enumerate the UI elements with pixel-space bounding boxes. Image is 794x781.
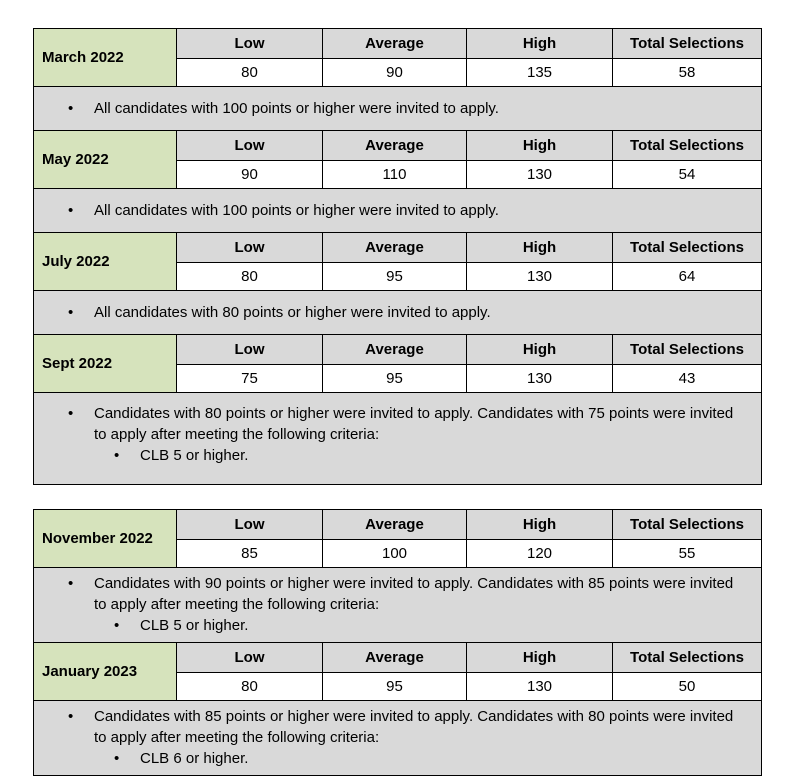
note-line (34, 573, 747, 615)
value-low: 85 (177, 540, 323, 568)
value-high: 120 (467, 540, 613, 568)
note-line (34, 302, 747, 323)
bullet-icon: • (114, 750, 120, 767)
section-sept-2022 (34, 335, 762, 485)
column-header-high: High (467, 335, 613, 365)
value-average: 95 (323, 673, 467, 701)
value-low: 80 (177, 59, 323, 87)
note-text: CLB 5 or higher. (140, 617, 249, 634)
value-low: 90 (177, 161, 323, 189)
note-text: CLB 6 or higher. (140, 750, 249, 767)
note-row (34, 87, 762, 131)
value-high: 130 (467, 263, 613, 291)
bullet-icon: • (114, 617, 120, 634)
value-high: 130 (467, 161, 613, 189)
column-header-average: Average (323, 510, 467, 540)
selections-table-1 (33, 28, 762, 485)
value-high: 135 (467, 59, 613, 87)
note-row (34, 701, 762, 776)
note-text: All candidates with 80 points or higher were invited to apply. (94, 304, 491, 321)
column-header-total-selections: Total Selections (613, 510, 762, 540)
column-header-high: High (467, 233, 613, 263)
note-text: Candidates with 85 points or higher were invited to apply. Candidates with 80 points were invited to apply after meeting the following criteria: (94, 708, 734, 746)
month-cell: November 2022 (34, 510, 177, 568)
value-total-selections: 55 (613, 540, 762, 568)
section-may-2022 (34, 131, 762, 233)
month-cell: July 2022 (34, 233, 177, 291)
month-cell: May 2022 (34, 131, 177, 189)
value-average: 90 (323, 59, 467, 87)
note-row (34, 393, 762, 485)
note-line (34, 403, 747, 445)
value-high: 130 (467, 673, 613, 701)
note-text: All candidates with 100 points or higher were invited to apply. (94, 202, 499, 219)
header-row (34, 29, 762, 59)
column-header-total-selections: Total Selections (613, 131, 762, 161)
selections-table-2 (33, 509, 762, 776)
column-header-total-selections: Total Selections (613, 233, 762, 263)
column-header-total-selections: Total Selections (613, 643, 762, 673)
note-row (34, 189, 762, 233)
header-row (34, 131, 762, 161)
column-header-average: Average (323, 643, 467, 673)
month-cell: March 2022 (34, 29, 177, 87)
bullet-icon: • (68, 405, 74, 422)
column-header-average: Average (323, 131, 467, 161)
note-line (34, 98, 747, 119)
value-high: 130 (467, 365, 613, 393)
section-november-2022 (34, 510, 762, 643)
column-header-total-selections: Total Selections (613, 335, 762, 365)
note-line (34, 200, 747, 221)
value-average: 110 (323, 161, 467, 189)
note-cell (34, 291, 762, 335)
month-cell: January 2023 (34, 643, 177, 701)
value-total-selections: 58 (613, 59, 762, 87)
value-low: 80 (177, 263, 323, 291)
note-text: CLB 5 or higher. (140, 447, 249, 464)
column-header-low: Low (177, 335, 323, 365)
note-text: Candidates with 80 points or higher were invited to apply. Candidates with 75 points were invited to apply after meeting the following criteria: (94, 405, 734, 443)
note-subline (34, 445, 747, 466)
value-total-selections: 64 (613, 263, 762, 291)
bullet-icon: • (68, 100, 74, 117)
note-cell (34, 568, 762, 643)
note-row (34, 291, 762, 335)
column-header-high: High (467, 643, 613, 673)
note-subline (34, 615, 747, 636)
bullet-icon: • (68, 575, 74, 592)
value-total-selections: 54 (613, 161, 762, 189)
value-average: 100 (323, 540, 467, 568)
note-text: All candidates with 100 points or higher were invited to apply. (94, 100, 499, 117)
column-header-average: Average (323, 29, 467, 59)
column-header-high: High (467, 131, 613, 161)
value-low: 75 (177, 365, 323, 393)
column-header-low: Low (177, 131, 323, 161)
column-header-average: Average (323, 335, 467, 365)
month-cell: Sept 2022 (34, 335, 177, 393)
value-average: 95 (323, 365, 467, 393)
bullet-icon: • (68, 202, 74, 219)
note-cell (34, 393, 762, 485)
header-row (34, 643, 762, 673)
column-header-high: High (467, 510, 613, 540)
header-row (34, 335, 762, 365)
note-line (34, 706, 747, 748)
bullet-icon: • (68, 304, 74, 321)
column-header-high: High (467, 29, 613, 59)
section-january-2023 (34, 643, 762, 776)
value-low: 80 (177, 673, 323, 701)
column-header-low: Low (177, 510, 323, 540)
note-subline (34, 748, 747, 769)
column-header-low: Low (177, 233, 323, 263)
bullet-icon: • (114, 447, 120, 464)
value-average: 95 (323, 263, 467, 291)
header-row (34, 233, 762, 263)
value-total-selections: 43 (613, 365, 762, 393)
value-total-selections: 50 (613, 673, 762, 701)
note-cell (34, 701, 762, 776)
section-july-2022 (34, 233, 762, 335)
header-row (34, 510, 762, 540)
column-header-total-selections: Total Selections (613, 29, 762, 59)
note-row (34, 568, 762, 643)
note-text: Candidates with 90 points or higher were invited to apply. Candidates with 85 points were invited to apply after meeting the following criteria: (94, 575, 734, 613)
column-header-low: Low (177, 643, 323, 673)
section-march-2022 (34, 29, 762, 131)
column-header-average: Average (323, 233, 467, 263)
bullet-icon: • (68, 708, 74, 725)
note-cell (34, 87, 762, 131)
note-cell (34, 189, 762, 233)
column-header-low: Low (177, 29, 323, 59)
